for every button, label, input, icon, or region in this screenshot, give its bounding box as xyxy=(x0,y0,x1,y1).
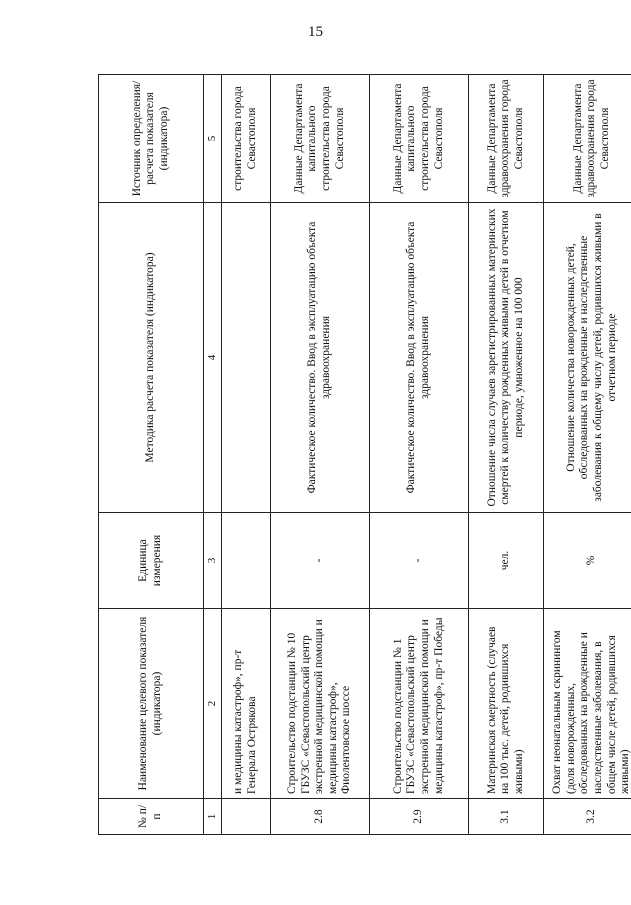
indicator-name: Охват неонатальным скринингом (доля новорожденных, обследованных на врожденные и наследственные заболевания, в общем числе детей, родившихся живыми) xyxy=(544,609,631,799)
source: Данные Департамента здравоохранения города Севастополя xyxy=(469,75,544,203)
header-method: Методика расчета показателя (индикатора) xyxy=(99,203,204,513)
indicator-name: Материнская смертность (случаев на 100 тыс. детей, родившихся живыми) xyxy=(469,609,544,799)
header-num: № п/п xyxy=(99,799,204,835)
table-row xyxy=(271,75,370,835)
row-number xyxy=(222,799,271,835)
row-number: 3.2 xyxy=(544,799,631,835)
column-number-row xyxy=(204,75,222,835)
source: строительства города Севастополя xyxy=(222,75,271,203)
header-source: Источник определения/ расчета показателя (индикатора) xyxy=(99,75,204,203)
table-row xyxy=(469,75,544,835)
unit: чел. xyxy=(469,513,544,609)
unit: - xyxy=(271,513,370,609)
source: Данные Департамента здравоохранения города Севастополя xyxy=(544,75,631,203)
method: Отношение числа случаев зарегистрированных материнских смертей к количеству рожденных живыми детей в отчетном периоде, умноженное на 100 000 xyxy=(469,203,544,513)
header-row xyxy=(99,75,204,835)
row-number: 2.8 xyxy=(271,799,370,835)
page-number: 15 xyxy=(308,24,323,40)
unit: % xyxy=(544,513,631,609)
table-row xyxy=(544,75,631,835)
method xyxy=(222,203,271,513)
row-number: 2.9 xyxy=(370,799,469,835)
column-number: 4 xyxy=(204,203,222,513)
rotated-table-container xyxy=(98,75,631,835)
unit: - xyxy=(370,513,469,609)
column-number: 1 xyxy=(204,799,222,835)
row-number: 3.1 xyxy=(469,799,544,835)
source: Данные Департамента капитального строительства города Севастополя xyxy=(271,75,370,203)
table-row xyxy=(370,75,469,835)
source: Данные Департамента капитального строительства города Севастополя xyxy=(370,75,469,203)
header-name: Наименование целевого показателя (индикатора) xyxy=(99,609,204,799)
header-unit: Единица измерения xyxy=(99,513,204,609)
table-row xyxy=(222,75,271,835)
method: Фактическое количество. Ввод в эксплуатацию объекта здравоохранения xyxy=(370,203,469,513)
indicator-name: Строительство подстанции № 10 ГБУЗС «Севастопольский центр экстренной медицинской помощи и медицины катастроф», Фиолентовское шоссе xyxy=(271,609,370,799)
indicator-name: Строительство подстанции № 1 ГБУЗС «Севастопольский центр экстренной медицинской помощи и медицины катастроф», пр-т Победы xyxy=(370,609,469,799)
column-number: 2 xyxy=(204,609,222,799)
column-number: 3 xyxy=(204,513,222,609)
method: Отношение количества новорожденных детей, обследованных на врожденные и наследственные заболевания к общему числу детей, родившихся живыми в отчетном периоде xyxy=(544,203,631,513)
unit xyxy=(222,513,271,609)
indicator-name: и медицины катастроф», пр-т Генерала Острякова xyxy=(222,609,271,799)
indicators-table xyxy=(98,74,631,835)
column-number: 5 xyxy=(204,75,222,203)
method: Фактическое количество. Ввод в эксплуатацию объекта здравоохранения xyxy=(271,203,370,513)
